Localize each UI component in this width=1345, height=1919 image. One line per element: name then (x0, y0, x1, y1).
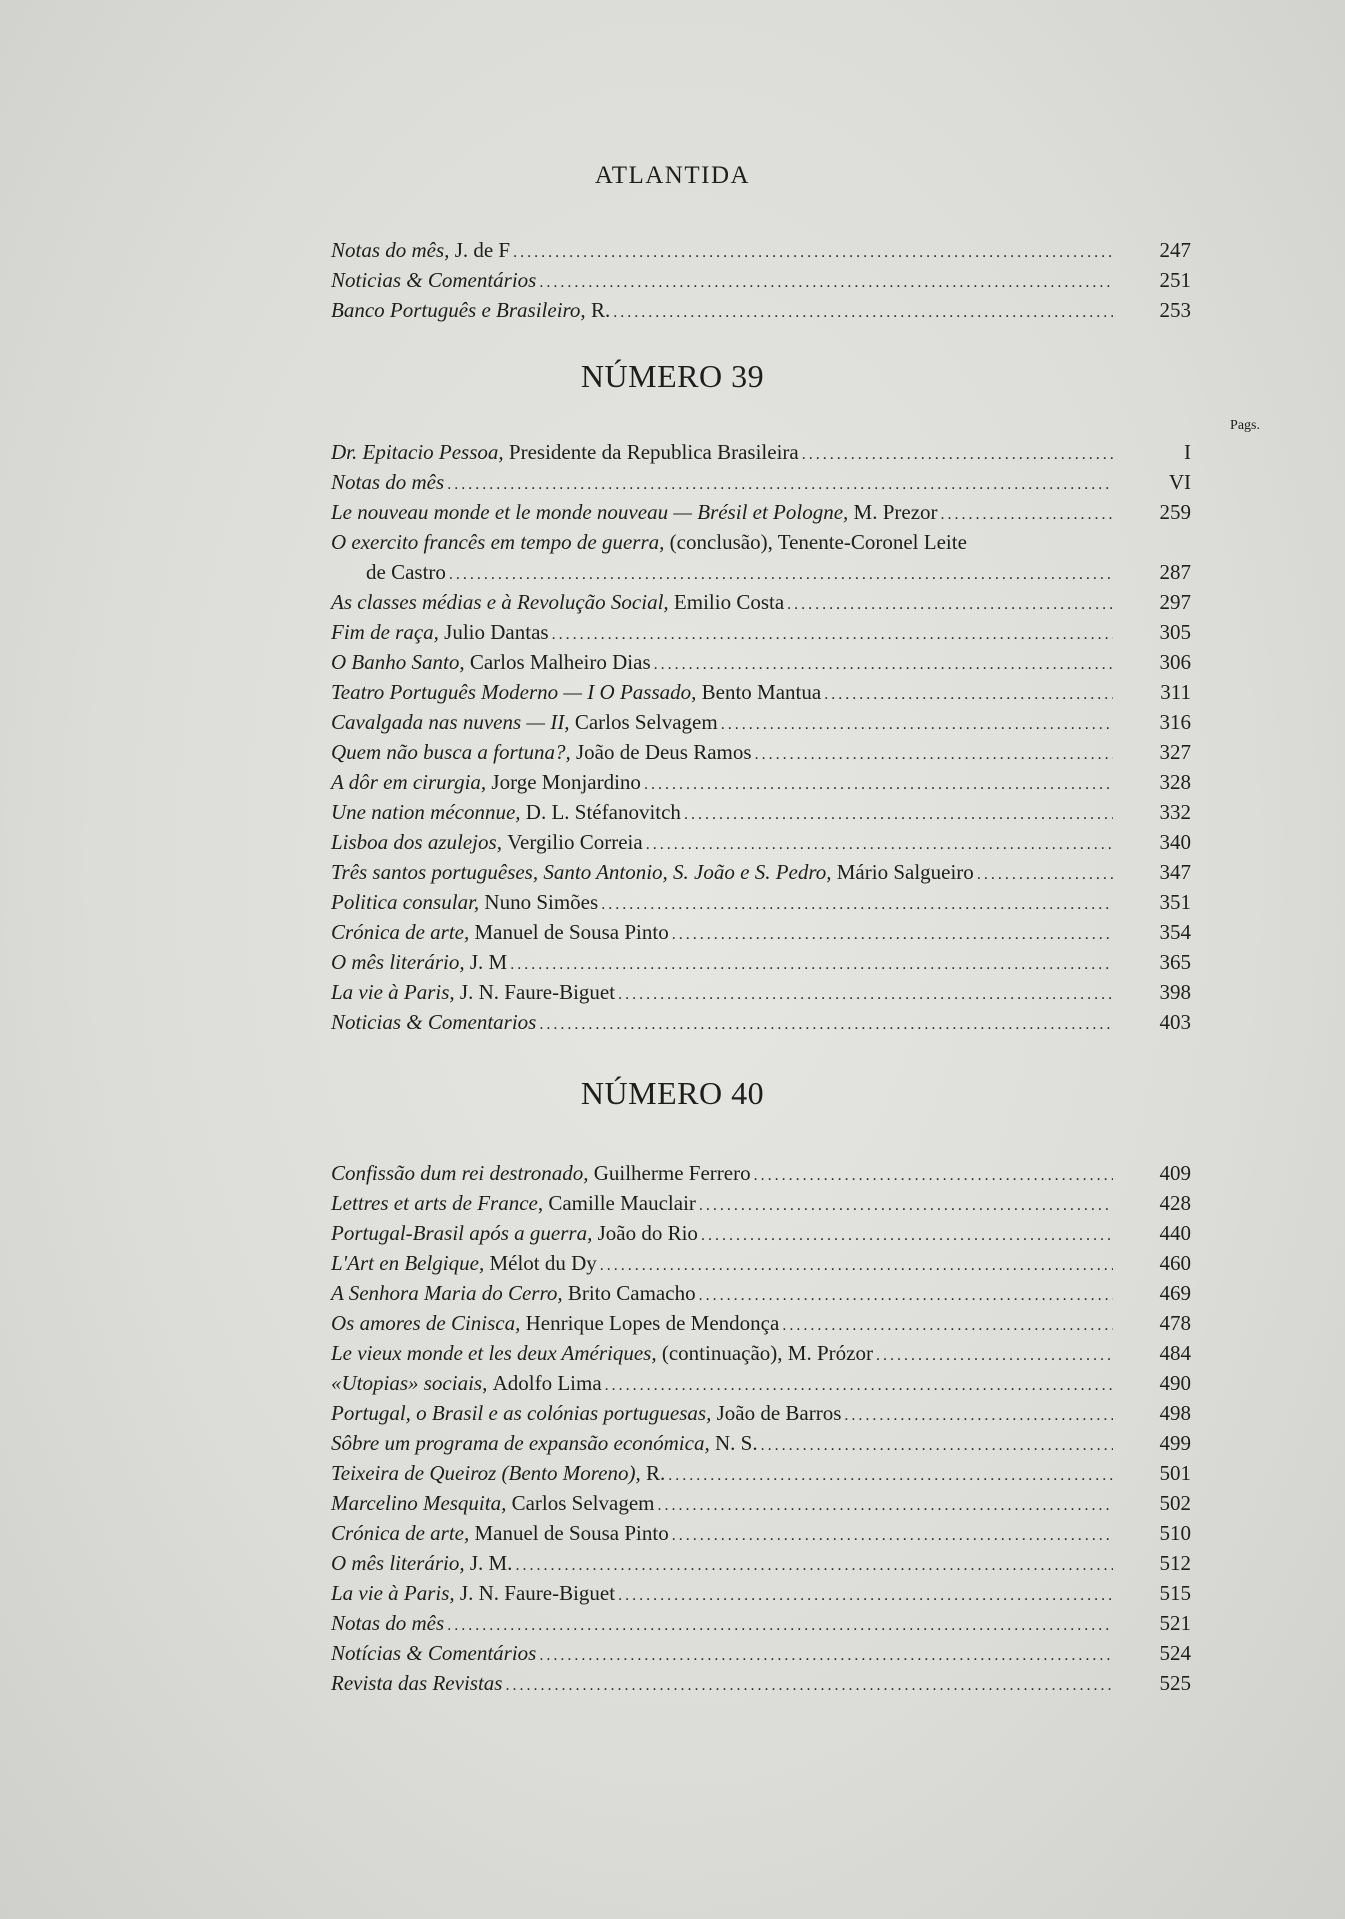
dot-leader (658, 1491, 1114, 1521)
entry-author: J. N. Faure-Biguet (459, 980, 616, 1004)
toc-entry (331, 617, 1191, 647)
dot-leader (802, 440, 1113, 470)
entry-author: Jorge Monjardino (491, 770, 641, 794)
dot-leader (754, 1161, 1113, 1191)
entry-page: 305 (1159, 620, 1191, 644)
entry-page: VI (1168, 470, 1191, 494)
toc-entry (331, 1308, 1191, 1338)
entry-title: Notas do mês, (331, 238, 450, 262)
entry-author: Mélot du Dy (489, 1251, 597, 1275)
entry-page: 501 (1159, 1461, 1191, 1485)
toc-entry (331, 977, 1191, 1007)
entry-title: La vie à Paris, (331, 980, 455, 1004)
dot-leader (646, 830, 1113, 860)
entry-title: Fim de raça, (331, 620, 439, 644)
toc-entry (331, 527, 1191, 587)
toc-entry (331, 1188, 1191, 1218)
entry-author: Presidente da Republica Brasileira (508, 440, 799, 464)
entry-page: 525 (1159, 1671, 1191, 1695)
dot-leader (654, 650, 1113, 680)
entry-author: Carlos Selvagem (574, 710, 718, 734)
entry-page: 327 (1159, 740, 1191, 764)
entry-author: J. N. Faure-Biguet (459, 1581, 616, 1605)
entry-title: O Banho Santo, (331, 650, 465, 674)
toc-entry (331, 1368, 1191, 1398)
dot-leader (672, 1521, 1113, 1551)
toc-entry (331, 437, 1191, 467)
toc-numero-39 (331, 437, 1191, 1037)
entry-page: I (1184, 440, 1191, 464)
toc-entry (331, 767, 1191, 797)
entry-title: Teixeira de Queiroz (Bento Moreno), (331, 1461, 641, 1485)
toc-intro (331, 235, 1191, 325)
entry-title: Notícias & Comentários (331, 1641, 537, 1665)
entry-title: Le vieux monde et les deux Amériques, (331, 1341, 657, 1365)
toc-entry (331, 1608, 1191, 1638)
entry-page: 287 (1159, 560, 1191, 584)
entry-page: 259 (1159, 500, 1191, 524)
entry-title: Portugal, o Brasil e as colónias portuguesas, (331, 1401, 712, 1425)
dot-leader (699, 1281, 1113, 1311)
entry-author: Guilherme Ferrero (593, 1161, 751, 1185)
entry-page: 521 (1159, 1611, 1191, 1635)
dot-leader (782, 1311, 1113, 1341)
entry-author: D. L. Stéfanovitch (525, 800, 681, 824)
dot-leader (601, 890, 1113, 920)
entry-title: Cavalgada nas nuvens — II, (331, 710, 570, 734)
entry-page: 478 (1159, 1311, 1191, 1335)
entry-title: A dôr em cirurgia, (331, 770, 487, 794)
dot-leader (505, 1671, 1113, 1701)
entry-page: 306 (1159, 650, 1191, 674)
toc-entry (331, 497, 1191, 527)
toc-entry (331, 887, 1191, 917)
dot-leader (721, 710, 1113, 740)
dot-leader (844, 1401, 1113, 1431)
entry-author: Carlos Malheiro Dias (469, 650, 651, 674)
entry-title: Le nouveau monde et le monde nouveau — Brésil et Pologne, (331, 500, 849, 524)
toc-entry (331, 1278, 1191, 1308)
entry-page: 297 (1159, 590, 1191, 614)
toc-entry (331, 1458, 1191, 1488)
entry-page: 469 (1159, 1281, 1191, 1305)
toc-entry-second-line (331, 557, 1191, 587)
entry-title: L'Art en Belgique, (331, 1251, 485, 1275)
dot-leader (618, 980, 1113, 1010)
toc-entry (331, 737, 1191, 767)
entry-title: Portugal-Brasil após a guerra, (331, 1221, 593, 1245)
entry-title: Três santos portuguêses, Santo Antonio, S. João e S. Pedro, (331, 860, 832, 884)
entry-page: 253 (1159, 298, 1191, 322)
toc-entry (331, 265, 1191, 295)
entry-title: Crónica de arte, (331, 1521, 470, 1545)
dot-leader (510, 950, 1113, 980)
entry-title: Teatro Português Moderno — I O Passado, (331, 680, 697, 704)
entry-author: Adolfo Lima (492, 1371, 602, 1395)
entry-page: 498 (1159, 1401, 1191, 1425)
entry-author: Henrique Lopes de Mendonça (525, 1311, 780, 1335)
entry-author: Manuel de Sousa Pinto (474, 920, 669, 944)
entry-author: Vergilio Correia (507, 830, 643, 854)
dot-leader (644, 770, 1113, 800)
entry-page: 502 (1159, 1491, 1191, 1515)
dot-leader (618, 1581, 1113, 1611)
entry-page: 365 (1159, 950, 1191, 974)
entry-title: Confissão dum rei destronado, (331, 1161, 589, 1185)
entry-author: J. de F (454, 238, 511, 262)
entry-author: Nuno Simões (484, 890, 599, 914)
entry-author: João de Barros (716, 1401, 842, 1425)
toc-entry (331, 677, 1191, 707)
entry-author: M. Prezor (853, 500, 938, 524)
dot-leader (539, 1010, 1113, 1040)
entry-page: 332 (1159, 800, 1191, 824)
toc-entry (331, 1158, 1191, 1188)
entry-page: 251 (1159, 268, 1191, 292)
entry-title: Marcelino Mesquita, (331, 1491, 507, 1515)
entry-page: 484 (1159, 1341, 1191, 1365)
dot-leader (613, 298, 1113, 328)
entry-author: J. M (469, 950, 508, 974)
entry-page: 316 (1159, 710, 1191, 734)
toc-entry (331, 797, 1191, 827)
dot-leader (515, 1551, 1113, 1581)
entry-title: Dr. Epitacio Pessoa, (331, 440, 504, 464)
entry-author: Julio Dantas (444, 620, 549, 644)
entry-page: 403 (1159, 1010, 1191, 1034)
entry-author: Mário Salgueiro (836, 860, 974, 884)
toc-entry (331, 1007, 1191, 1037)
entry-author: R. (645, 1461, 666, 1485)
entry-title: Banco Português e Brasileiro, (331, 298, 586, 322)
toc-entry (331, 1548, 1191, 1578)
dot-leader (761, 1431, 1113, 1461)
dot-leader (600, 1251, 1113, 1281)
entry-page: 510 (1159, 1521, 1191, 1545)
entry-page: 440 (1159, 1221, 1191, 1245)
dot-leader (449, 560, 1113, 590)
entry-author: (conclusão), Tenente-Coronel Leite (669, 530, 967, 554)
entry-title: A Senhora Maria do Cerro, (331, 1281, 563, 1305)
entry-page: 347 (1159, 860, 1191, 884)
entry-author: João do Rio (597, 1221, 698, 1245)
toc-entry (331, 1338, 1191, 1368)
dot-leader (755, 740, 1113, 770)
entry-author: R. (590, 298, 611, 322)
toc-entry (331, 1488, 1191, 1518)
entry-title: O exercito francês em tempo de guerra, (331, 530, 665, 554)
entry-author: Manuel de Sousa Pinto (474, 1521, 669, 1545)
entry-page: 490 (1159, 1371, 1191, 1395)
dot-leader (447, 470, 1113, 500)
entry-author: Camille Mauclair (548, 1191, 696, 1215)
toc-entry (331, 587, 1191, 617)
toc-entry (331, 235, 1191, 265)
toc-entry (331, 707, 1191, 737)
toc-entry (331, 1638, 1191, 1668)
entry-page: 512 (1159, 1551, 1191, 1575)
entry-page: 398 (1159, 980, 1191, 1004)
dot-leader (941, 500, 1113, 530)
entry-page: 460 (1159, 1251, 1191, 1275)
entry-author: João de Deus Ramos (576, 740, 752, 764)
entry-title: Crónica de arte, (331, 920, 470, 944)
toc-numero-40 (331, 1158, 1191, 1698)
entry-title: Une nation méconnue, (331, 800, 521, 824)
entry-title: Quem não busca a fortuna?, (331, 740, 571, 764)
entry-title: Revista das Revistas (331, 1671, 503, 1695)
dot-leader (699, 1191, 1113, 1221)
entry-page: 499 (1159, 1431, 1191, 1455)
section-heading-40: NÚMERO 40 (580, 1075, 765, 1111)
entry-page: 515 (1159, 1581, 1191, 1605)
dot-leader (539, 1641, 1113, 1671)
entry-title: «Utopias» sociais, (331, 1371, 488, 1395)
entry-author: (continuação), M. Prózor (661, 1341, 873, 1365)
dot-leader (684, 800, 1113, 830)
entry-author: J. M. (469, 1551, 513, 1575)
toc-entry (331, 1218, 1191, 1248)
pages-label: Pags. (1230, 418, 1260, 433)
entry-page: 409 (1159, 1161, 1191, 1185)
toc-entry (331, 857, 1191, 887)
entry-title: Noticias & Comentários (331, 268, 537, 292)
toc-entry (331, 1248, 1191, 1278)
toc-entry (331, 947, 1191, 977)
toc-entry (331, 1578, 1191, 1608)
entry-title: As classes médias e à Revolução Social, (331, 590, 669, 614)
toc-entry-first-line (331, 527, 1191, 557)
entry-page: 328 (1159, 770, 1191, 794)
dot-leader (539, 268, 1113, 298)
entry-author-continued: de Castro (366, 560, 446, 584)
entry-author: Bento Mantua (701, 680, 822, 704)
toc-entry (331, 1668, 1191, 1698)
entry-page: 247 (1159, 238, 1191, 262)
entry-title: Politica consular, (331, 890, 480, 914)
dot-leader (701, 1221, 1113, 1251)
toc-entry (331, 467, 1191, 497)
entry-page: 428 (1159, 1191, 1191, 1215)
entry-author: Brito Camacho (567, 1281, 696, 1305)
entry-author: Emilio Costa (673, 590, 785, 614)
entry-title: Lisboa dos azulejos, (331, 830, 502, 854)
toc-entry (331, 1428, 1191, 1458)
entry-page: 311 (1160, 680, 1191, 704)
entry-title: Lettres et arts de France, (331, 1191, 544, 1215)
toc-entry (331, 1398, 1191, 1428)
entry-title: La vie à Paris, (331, 1581, 455, 1605)
toc-entry (331, 1518, 1191, 1548)
entry-title: Os amores de Cinisca, (331, 1311, 521, 1335)
entry-title: Sôbre um programa de expansão económica, (331, 1431, 710, 1455)
entry-page: 354 (1159, 920, 1191, 944)
entry-title: Notas do mês (331, 470, 445, 494)
dot-leader (552, 620, 1113, 650)
toc-entry (331, 827, 1191, 857)
running-head: ATLANTIDA (594, 162, 751, 189)
entry-page: 340 (1159, 830, 1191, 854)
dot-leader (824, 680, 1113, 710)
section-heading-39: NÚMERO 39 (580, 358, 765, 394)
dot-leader (668, 1461, 1113, 1491)
dot-leader (876, 1341, 1113, 1371)
entry-author: Carlos Selvagem (511, 1491, 655, 1515)
dot-leader (447, 1611, 1113, 1641)
entry-page: 351 (1159, 890, 1191, 914)
entry-title: Notas do mês (331, 1611, 445, 1635)
entry-author: N. S. (714, 1431, 758, 1455)
dot-leader (513, 238, 1113, 268)
dot-leader (605, 1371, 1113, 1401)
entry-title: Noticias & Comentarios (331, 1010, 537, 1034)
entry-page: 524 (1159, 1641, 1191, 1665)
toc-entry (331, 917, 1191, 947)
toc-entry (331, 647, 1191, 677)
dot-leader (977, 860, 1113, 890)
dot-leader (672, 920, 1113, 950)
dot-leader (787, 590, 1113, 620)
entry-title: O mês literário, (331, 1551, 465, 1575)
toc-entry (331, 295, 1191, 325)
entry-title: O mês literário, (331, 950, 465, 974)
